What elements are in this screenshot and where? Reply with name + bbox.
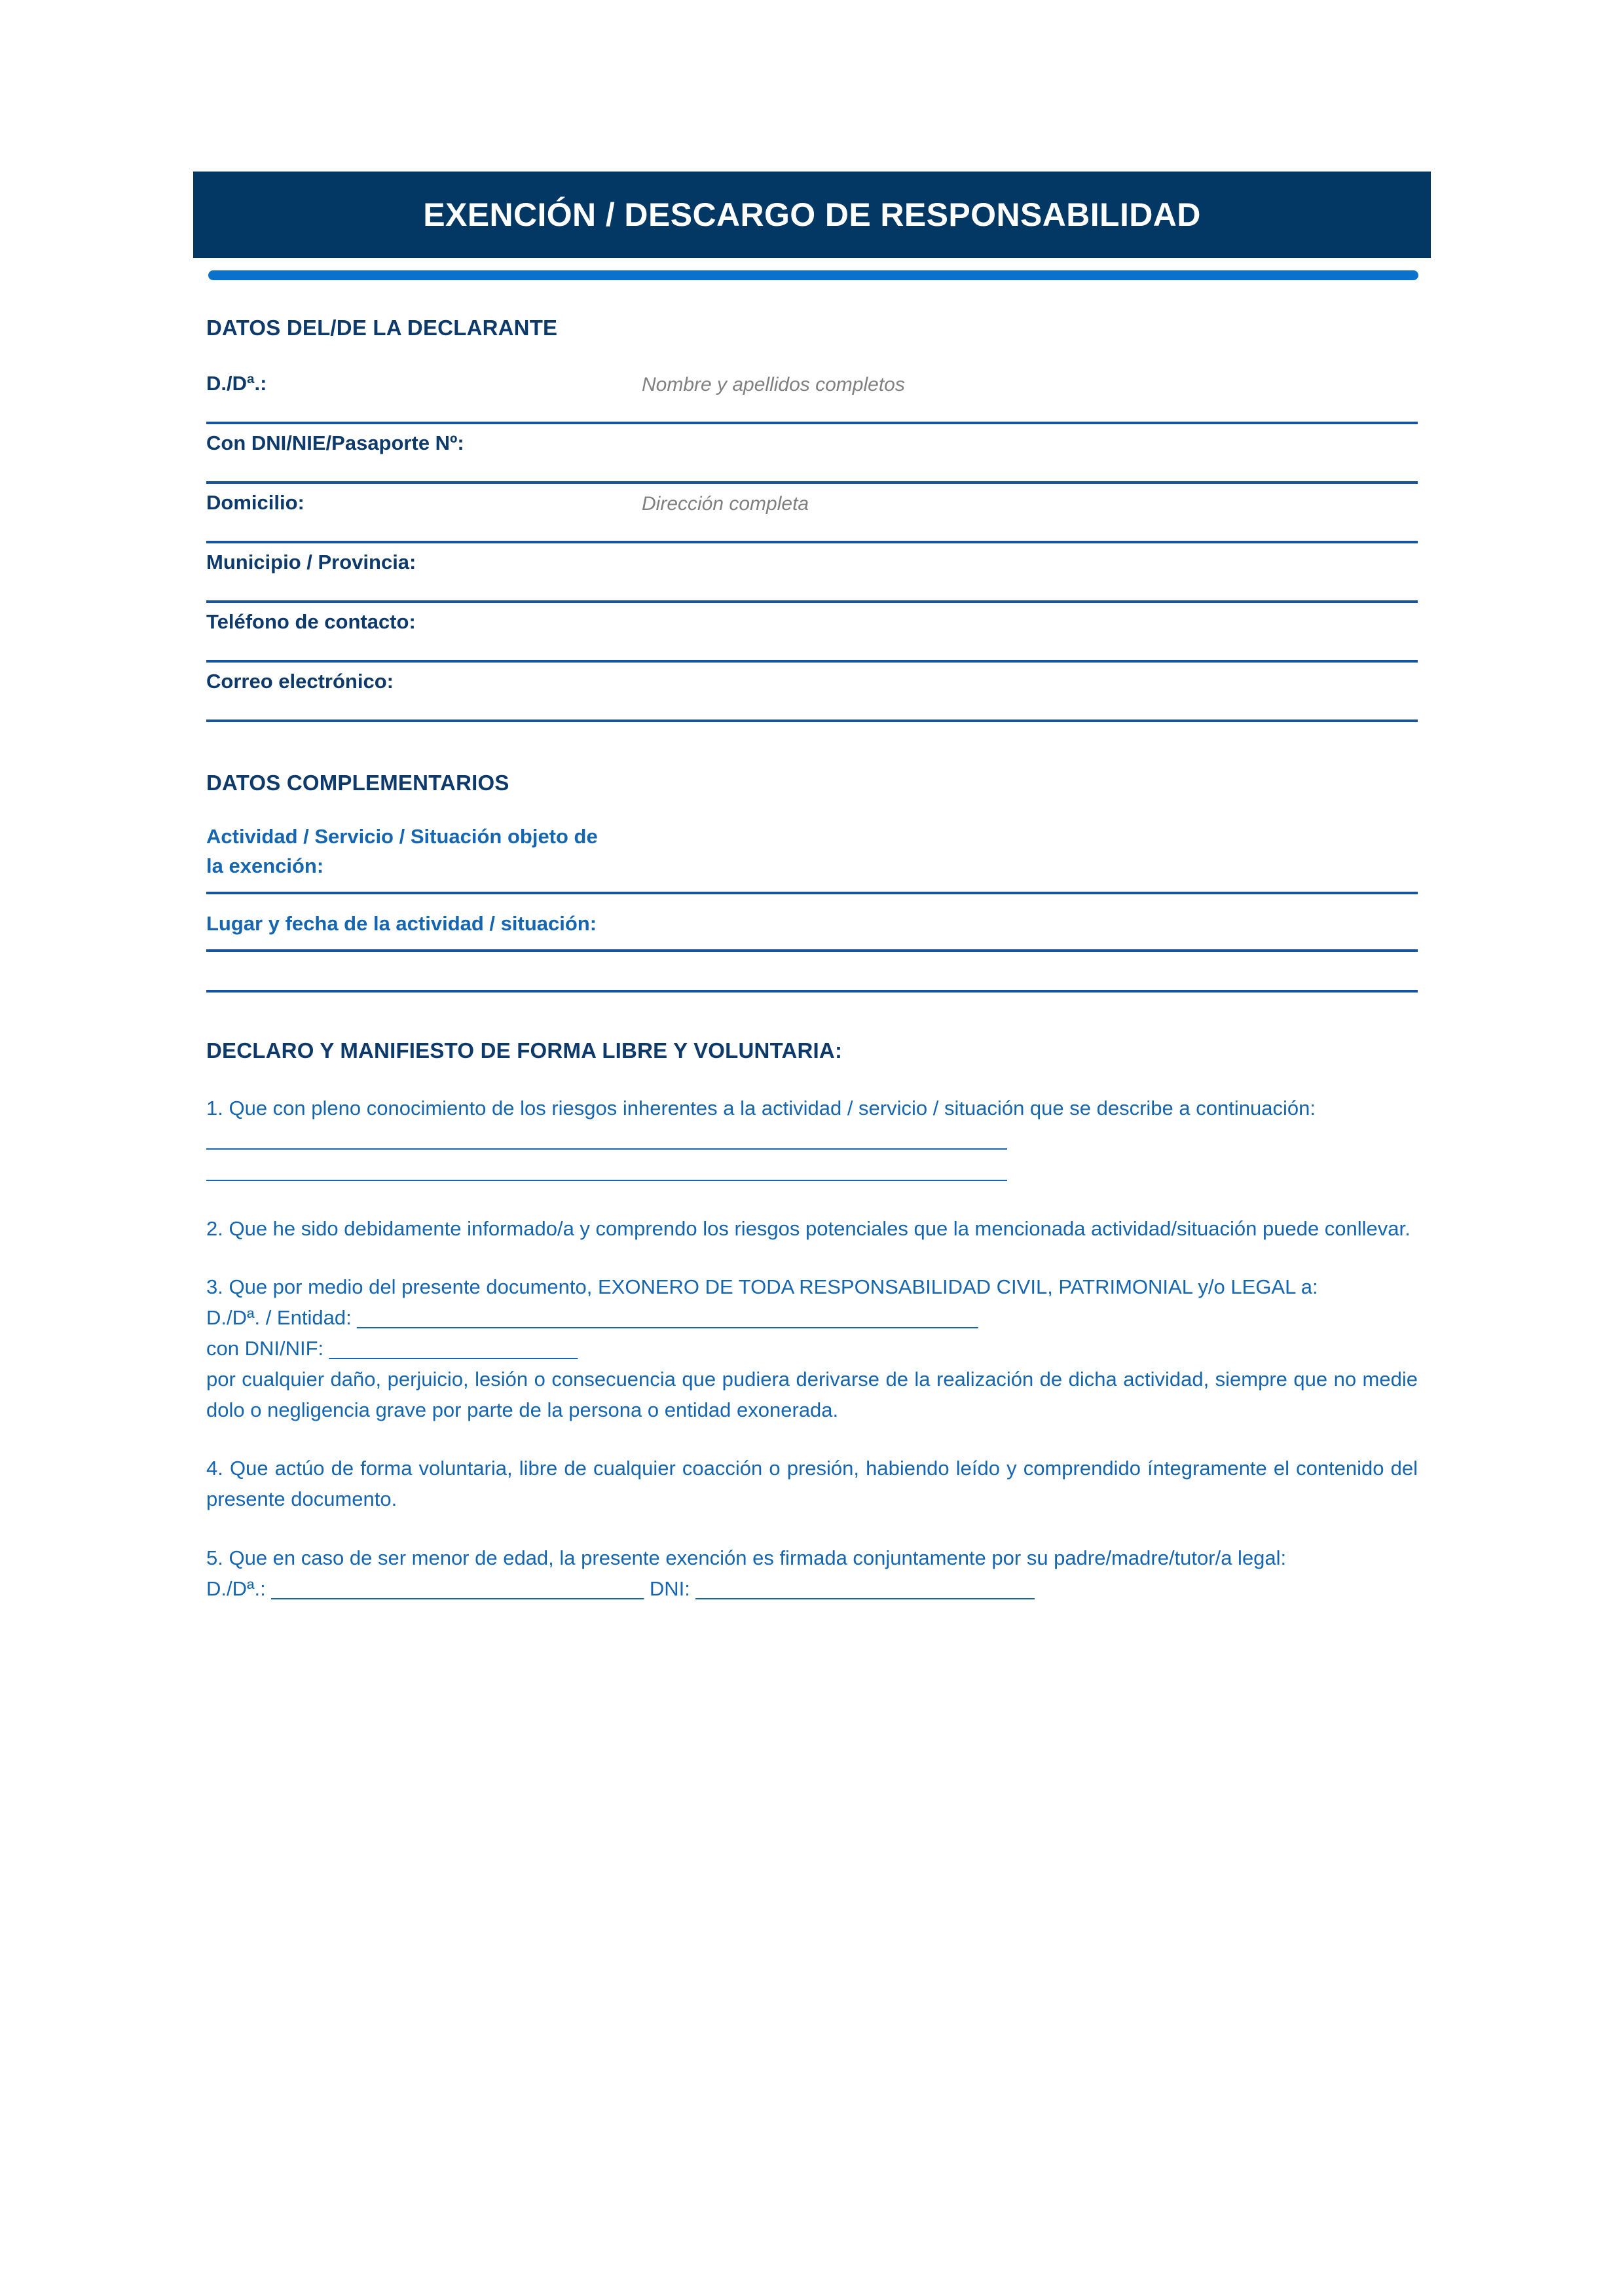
declaration-item-4: 4. Que actúo de forma voluntaria, libre de cualquier coacción o presión, habiendo leído y comprendido íntegramente el contenido del presente documento. — [206, 1457, 1418, 1511]
field-row-dni[interactable] — [206, 424, 1418, 484]
declaration-item-3-dni-blank[interactable]: ______________________ — [329, 1337, 578, 1360]
complementarios-field-list — [206, 822, 1418, 993]
field-placeholder-nombre: Nombre y apellidos completos — [642, 374, 905, 396]
field-label-lugar-fecha: Lugar y fecha de la actividad / situación: — [206, 912, 597, 936]
field-label-correo: Correo electrónico: — [206, 670, 394, 693]
field-label-dni: Con DNI/NIE/Pasaporte Nº: — [206, 431, 464, 455]
declaration-item-3-entidad-blank[interactable]: _______________________________________________________ — [357, 1305, 978, 1329]
document-title: EXENCIÓN / DESCARGO DE RESPONSABILIDAD — [423, 196, 1201, 233]
spacer-decl-5 — [206, 1515, 1418, 1542]
field-row-lugar-fecha-extra-line[interactable] — [206, 952, 1418, 993]
document-header-banner — [193, 172, 1431, 258]
field-row-nombre[interactable] — [206, 365, 1418, 424]
field-label-telefono: Teléfono de contacto: — [206, 610, 416, 634]
spacer-decl-3 — [206, 1244, 1418, 1271]
declaration-item-3-dni-row[interactable] — [206, 1333, 1418, 1364]
field-label-actividad-line2: la exención: — [206, 854, 324, 878]
declaration-item-3-tail: por cualquier daño, perjuicio, lesión o consecuencia que pudiera derivarse de la realización de dicha actividad, siempre que no medie dolo o negligencia grave por parte de la persona o entidad exonerada. — [206, 1368, 1418, 1422]
declaration-body — [206, 1064, 1418, 1603]
spacer-decl-4 — [206, 1425, 1418, 1453]
section-heading-declaracion: DECLARO Y MANIFIESTO DE FORMA LIBRE Y VOLUNTARIA: — [206, 1038, 843, 1063]
declaration-item-5-name-blank[interactable]: _________________________________ — [271, 1576, 644, 1600]
spacer-before-complementarios — [206, 722, 1418, 769]
declarante-field-list — [206, 365, 1418, 722]
declaration-item-2: 2. Que he sido debidamente informado/a y comprendo los riesgos potenciales que la mencionada actividad/situación puede conllevar. — [206, 1216, 1411, 1240]
spacer-decl-1 — [206, 1064, 1418, 1093]
section-heading-declarante: DATOS DEL/DE LA DECLARANTE — [206, 316, 558, 340]
header-accent-bar — [208, 270, 1418, 280]
declaration-item-1: 1. Que con pleno conocimiento de los riesgos inherentes a la actividad / servicio / situación que se describe a continuación: — [206, 1097, 1316, 1120]
field-label-actividad-line1: Actividad / Servicio / Situación objeto de — [206, 824, 598, 848]
declaration-item-3-dni-label: con DNI/NIF: — [206, 1337, 329, 1360]
declaration-item-5-dni-blank[interactable]: ______________________________ — [695, 1576, 1035, 1600]
declaration-item-5-dni-label: DNI: — [644, 1576, 696, 1600]
declaration-item-5-signature-row[interactable] — [206, 1573, 1418, 1604]
field-row-telefono[interactable] — [206, 603, 1418, 663]
field-row-lugar-fecha[interactable] — [206, 894, 1418, 952]
declaration-item-3-entidad-row[interactable] — [206, 1302, 1418, 1333]
declaration-item-3-intro: 3. Que por medio del presente documento, EXONERO DE TODA RESPONSABILIDAD CIVIL, PATRIMONIAL y/o LEGAL a: — [206, 1275, 1318, 1298]
field-placeholder-domicilio: Dirección completa — [642, 493, 809, 515]
field-label-nombre: D./Dª.: — [206, 372, 267, 395]
declaration-item-1-blank-line-2[interactable]: _________________________________________________________________________ — [206, 1158, 1007, 1182]
declaration-item-3-entidad-label: D./Dª. / Entidad: — [206, 1305, 358, 1329]
field-row-correo[interactable] — [206, 663, 1418, 722]
field-label-municipio: Municipio / Provincia: — [206, 551, 416, 574]
declaration-item-5-name-label: D./Dª.: — [206, 1576, 272, 1600]
spacer-before-declaracion — [206, 993, 1418, 1037]
field-row-actividad[interactable] — [206, 822, 1418, 895]
field-row-municipio[interactable] — [206, 543, 1418, 603]
spacer-decl-2 — [206, 1186, 1418, 1213]
section-heading-complementarios: DATOS COMPLEMENTARIOS — [206, 771, 509, 795]
field-row-domicilio[interactable] — [206, 484, 1418, 543]
declaration-item-1-blank-line-1[interactable]: _________________________________________________________________________ — [206, 1127, 1007, 1151]
document-content — [206, 314, 1418, 1604]
declaration-item-5: 5. Que en caso de ser menor de edad, la presente exención es firmada conjuntamente por su padre/madre/tutor/a legal: — [206, 1546, 1287, 1569]
field-label-domicilio: Domicilio: — [206, 491, 304, 515]
